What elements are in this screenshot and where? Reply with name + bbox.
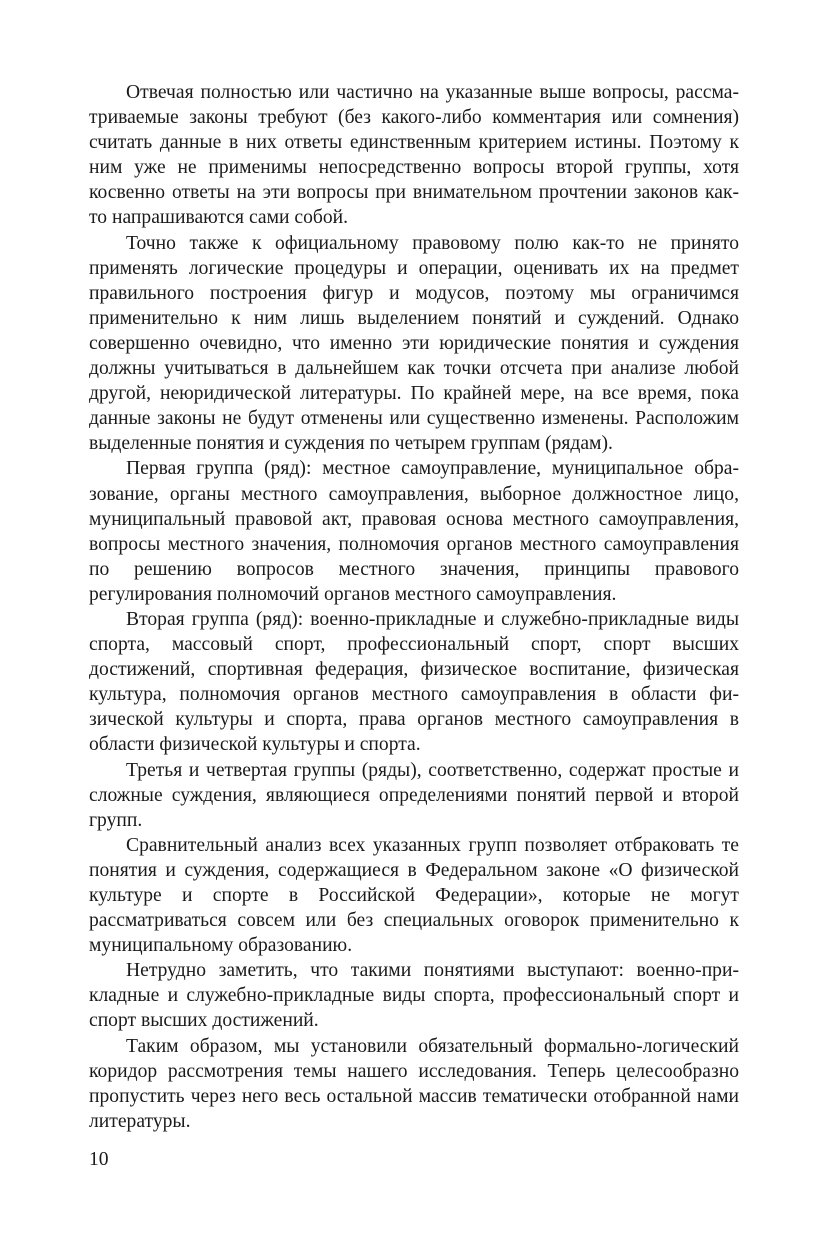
paragraph-5: Третья и четвертая группы (ряды), соответственно, содержат простые и сложные суждения, являющиеся определениями понятий первой и второй групп. xyxy=(89,759,739,831)
paragraph-7: Нетрудно заметить, что такими понятиями выступают: военно-прикладные и служебно-прикладные виды спорта, профессиональный спорт и спорт высших достижений. xyxy=(89,960,739,1032)
page-body xyxy=(89,80,739,1134)
paragraph-8: Таким образом, мы установили обязательный формально-логический коридор рассмотрения темы нашего исследования. Теперь целесообразно пропустить через него весь остальной массив тематически отобранной нами литературы. xyxy=(89,1035,739,1132)
page-number: 10 xyxy=(89,1149,109,1170)
paragraph-4: Вторая группа (ряд): военно-прикладные и служебно-прикладные виды спорта, массовый спорт, профессиональный спорт, спорт высших достижений, спортивная федерация, физическое воспитание, физическая культура, полномочия органов местного самоуправления в области физической культуры и спорта, права органов местного самоуправления в области физической культуры и спорта. xyxy=(89,608,739,756)
paragraph-1: Отвечая полностью или частично на указанные выше вопросы, рассматриваемые законы требуют (без какого-либо комментария или сомнения) считать данные в них ответы единственным критерием истины. Поэтому к ним уже не применимы непосредственно вопросы второй группы, хотя косвенно ответы на эти вопросы при внимательном прочтении законов как-то напрашиваются сами собой. xyxy=(89,82,739,229)
paragraph-6: Сравнительный анализ всех указанных групп позволяет отбраковать те понятия и суждения, содержащиеся в Федеральном законе «О физической культуре и спорте в Российской Федерации», которые не могут рассматриваться совсем или без специальных оговорок применительно к муниципальному образованию. xyxy=(89,834,739,957)
paragraph-2: Точно также к официальному правовому полю как-то не принято применять логические процедуры и операции, оценивать их на предмет правильного построения фигур и модусов, поэтому мы ограничимся применительно к ним лишь выделением понятий и суждений. Однако совершенно очевидно, что именно эти юридические понятия и суждения должны учитываться в дальнейшем как точки отсчета при анализе любой другой, неюридической литературы. По крайней мере, на все время, пока данные законы не будут отменены или существенно изменены. Расположим выделенные понятия и суждения по четырем группам (рядам). xyxy=(89,232,739,455)
paragraph-3: Первая группа (ряд): местное самоуправление, муниципальное образование, органы местного самоуправления, выборное должностное лицо, муниципальный правовой акт, правовая основа местного самоуправления, вопросы местного значения, полномочия органов местного самоуправления по решению вопросов местного значения, принципы правового регулирования полномочий органов местного самоуправления. xyxy=(89,458,739,605)
